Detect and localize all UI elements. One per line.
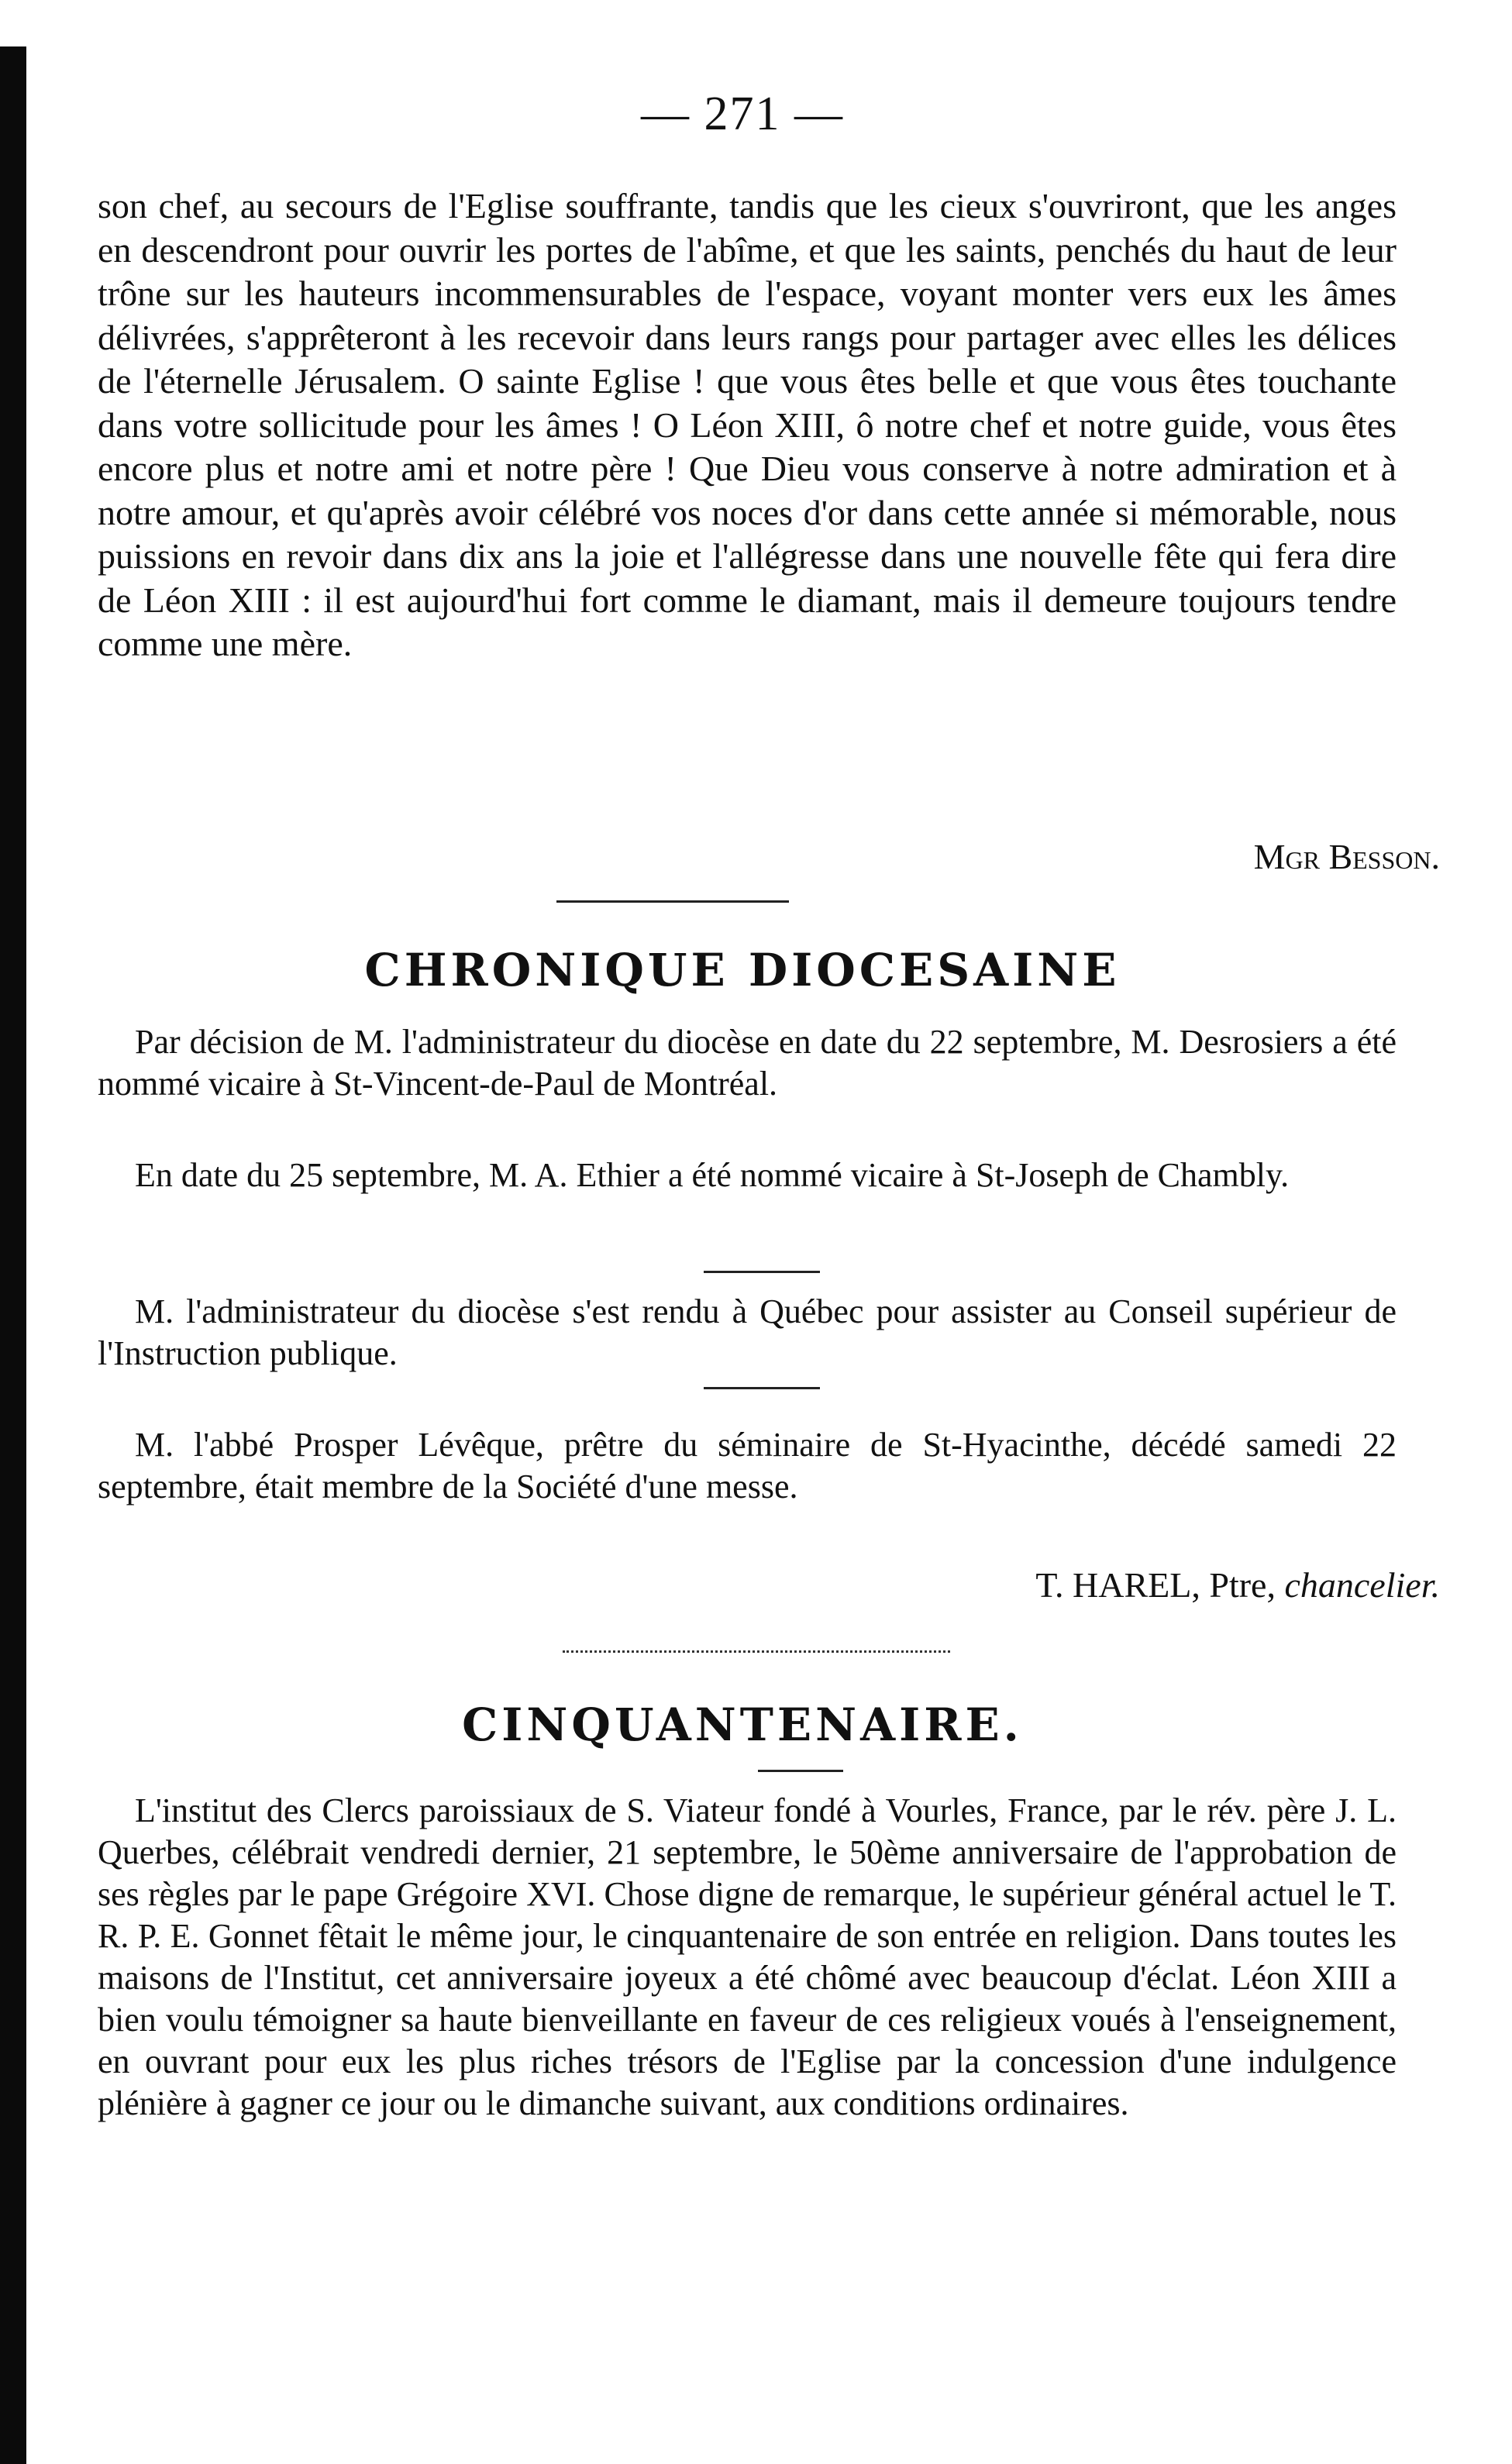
chronique-signature-title: chancelier. bbox=[1284, 1565, 1440, 1605]
chronique-signature bbox=[696, 1564, 1440, 1607]
chronique-signature-name: T. HAREL, Ptre, bbox=[1035, 1565, 1276, 1605]
chronique-paragraph-3: M. l'administrateur du diocèse s'est rendu à Québec pour assister au Conseil supérieur de l'Instruction publique. bbox=[98, 1292, 1397, 1372]
section-divider bbox=[563, 1650, 950, 1653]
binding-edge-shadow bbox=[0, 46, 26, 2464]
page-number: — 271 — bbox=[641, 88, 844, 140]
section-divider bbox=[556, 900, 789, 903]
chronique-paragraph-4: M. l'abbé Prosper Lévêque, prêtre du séminaire de St-Hyacinthe, décédé samedi 22 septembre, était membre de la Société d'une messe. bbox=[98, 1426, 1397, 1506]
item-divider bbox=[704, 1271, 820, 1273]
chronique-paragraph-1: Par décision de M. l'administrateur du diocèse en date du 22 septembre, M. Desrosiers a été nommé vicaire à St-Vincent-de-Paul de Montréal. bbox=[98, 1023, 1397, 1103]
heading-underline bbox=[758, 1770, 843, 1772]
intro-signature: Mgr Besson. bbox=[1253, 837, 1440, 876]
item-divider bbox=[704, 1387, 820, 1389]
intro-paragraph: son chef, au secours de l'Eglise souffrante, tandis que les cieux s'ouvriront, que les anges en descendront pour ouvrir les portes de l'abîme, et que les saints, penchés du haut de leur trône sur les hauteurs incommensurables de l'espace, voyant monter vers eux les âmes délivrées, s'apprêteront à les recevoir dans leurs rangs pour partager avec elles les délices de l'éternelle Jérusalem. O sainte Eglise ! que vous êtes belle et que vous êtes touchante dans votre sollicitude pour les âmes ! O Léon XIII, ô notre chef et notre guide, vous êtes encore plus et notre ami et notre père ! Que Dieu vous conserve à notre admiration et à notre amour, et qu'après avoir célébré vos noces d'or dans cette année si mémorable, nous puissions en revoir dans dix ans la joie et l'allégresse dans une nouvelle fête qui fera dire de Léon XIII : il est aujourd'hui fort comme le diamant, mais il demeure toujours tendre comme une mère. bbox=[98, 186, 1397, 663]
chronique-heading: CHRONIQUE DIOCESAINE bbox=[364, 944, 1121, 996]
chronique-paragraph-2: En date du 25 septembre, M. A. Ethier a été nommé vicaire à St-Joseph de Chambly. bbox=[135, 1156, 1290, 1194]
cinquantenaire-heading: CINQUANTENAIRE. bbox=[462, 1698, 1023, 1751]
cinquantenaire-paragraph: L'institut des Clercs paroissiaux de S. Viateur fondé à Vourles, France, par le rév. père J. L. Querbes, célébrait vendredi dernier, 21 septembre, le 50ème anniversaire de l'approbation de ses règles par le pape Grégoire XVI. Chose digne de remarque, le supérieur général actuel le T. R. P. E. Gonnet fêtait le même jour, le cinquantenaire de son entrée en religion. Dans toutes les maisons de l'Institut, cet anniversaire joyeux a été chômé avec beaucoup d'éclat. Léon XIII a bien voulu témoigner sa haute bienveillante en faveur de ces religieux voués à l'enseignement, en ouvrant pour eux les plus riches trésors de l'Eglise par la concession d'une indulgence plénière à gagner ce jour ou le dimanche suivant, aux conditions ordinaires. bbox=[98, 1791, 1397, 2122]
